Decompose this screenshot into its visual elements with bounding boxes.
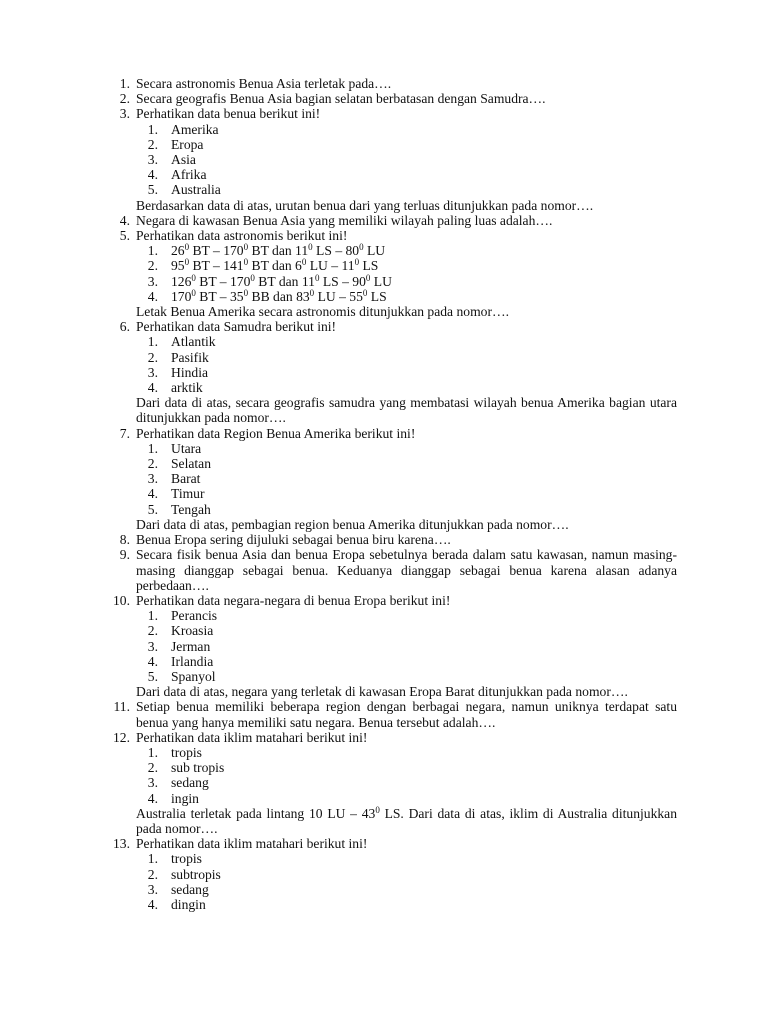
option-number: 5. bbox=[147, 668, 158, 684]
question-number: 7. bbox=[119, 425, 130, 441]
option-item bbox=[136, 167, 677, 182]
option-number: 2. bbox=[147, 136, 158, 152]
option-number: 3. bbox=[147, 364, 158, 380]
question-item bbox=[0, 91, 677, 106]
option-text: ingin bbox=[171, 790, 199, 806]
option-text: Afrika bbox=[171, 167, 207, 183]
option-text: $126^0$ BT – $170^0$ BT dan $11^0$ LS – $90^0$ LU bbox=[171, 272, 392, 289]
option-list bbox=[136, 122, 677, 198]
question-number: 12. bbox=[113, 729, 130, 745]
option-number: 1. bbox=[147, 851, 158, 867]
question-number: 11. bbox=[113, 699, 130, 715]
option-text: tropis bbox=[171, 851, 202, 867]
option-text: Irlandia bbox=[171, 653, 214, 669]
question-sheet bbox=[0, 76, 768, 912]
question-number: 1. bbox=[119, 76, 130, 91]
option-number: 1. bbox=[147, 121, 158, 137]
option-text: Australia bbox=[171, 182, 221, 198]
option-item bbox=[136, 502, 677, 517]
option-number: 3. bbox=[147, 471, 158, 487]
option-item bbox=[136, 791, 677, 806]
option-number: 3. bbox=[147, 881, 158, 897]
option-number: 5. bbox=[147, 182, 158, 198]
question-text: Perhatikan data Samudra berikut ini! bbox=[136, 319, 337, 335]
option-text: Amerika bbox=[171, 121, 219, 137]
option-text: dingin bbox=[171, 896, 206, 912]
option-item bbox=[136, 258, 677, 273]
question-number: 13. bbox=[113, 836, 130, 852]
option-number: 4. bbox=[147, 288, 158, 304]
option-number: 4. bbox=[147, 653, 158, 669]
question-item bbox=[0, 213, 677, 228]
option-number: 3. bbox=[147, 152, 158, 168]
question-number: 5. bbox=[119, 228, 130, 244]
question-text: Secara astronomis Benua Asia terletak pada…. bbox=[136, 76, 392, 91]
question-item bbox=[0, 593, 677, 699]
option-item bbox=[136, 897, 677, 912]
option-item bbox=[136, 623, 677, 638]
option-item bbox=[136, 350, 677, 365]
option-number: 4. bbox=[147, 380, 158, 396]
question-item bbox=[0, 76, 677, 91]
option-number: 3. bbox=[147, 273, 158, 289]
option-text: Barat bbox=[171, 471, 201, 487]
question-number: 10. bbox=[113, 592, 130, 608]
option-text: sedang bbox=[171, 775, 209, 791]
question-number: 9. bbox=[119, 547, 130, 563]
option-text: $95^0$ BT – $141^0$ BT dan $6^0$ LU – $11^0$ LS bbox=[171, 257, 379, 274]
option-item bbox=[136, 471, 677, 486]
option-list bbox=[136, 745, 677, 806]
option-text: sub tropis bbox=[171, 760, 225, 776]
question-prompt: Letak Benua Amerika secara astronomis ditunjukkan pada nomor…. bbox=[136, 304, 509, 320]
option-text: arktik bbox=[171, 380, 203, 396]
option-text: Timur bbox=[171, 486, 205, 502]
question-prompt: Dari data di atas, negara yang terletak di kawasan Eropa Barat ditunjukkan pada nomor…. bbox=[136, 684, 628, 700]
question-number: 6. bbox=[119, 319, 130, 335]
question-item bbox=[0, 106, 677, 212]
option-number: 1. bbox=[147, 440, 158, 456]
option-item bbox=[136, 274, 677, 289]
option-number: 1. bbox=[147, 744, 158, 760]
question-prompt: Dari data di atas, secara geografis samudra yang membatasi wilayah benua Amerika bagian utara ditunjukkan pada nomor…. bbox=[136, 395, 677, 426]
question-text: Perhatikan data iklim matahari berikut ini! bbox=[136, 729, 368, 745]
option-text: Utara bbox=[171, 440, 202, 456]
question-prompt: Dari data di atas, pembagian region benua Amerika ditunjukkan pada nomor…. bbox=[136, 516, 569, 532]
option-number: 1. bbox=[147, 243, 158, 259]
question-item bbox=[0, 547, 677, 593]
option-text: Hindia bbox=[171, 364, 208, 380]
option-text: $170^0$ BT – $35^0$ BB dan $83^0$ LU – $55^0$ LS bbox=[171, 287, 387, 304]
option-number: 2. bbox=[147, 866, 158, 882]
question-item bbox=[0, 699, 677, 729]
option-item bbox=[136, 182, 677, 197]
option-item bbox=[136, 867, 677, 882]
option-number: 4. bbox=[147, 896, 158, 912]
option-list bbox=[136, 441, 677, 517]
question-number: 4. bbox=[119, 212, 130, 228]
option-item bbox=[136, 289, 677, 304]
question-text: Negara di kawasan Benua Asia yang memiliki wilayah paling luas adalah…. bbox=[136, 212, 553, 228]
option-number: 1. bbox=[147, 608, 158, 624]
option-number: 5. bbox=[147, 501, 158, 517]
option-item bbox=[136, 441, 677, 456]
option-list bbox=[136, 851, 677, 912]
option-number: 4. bbox=[147, 167, 158, 183]
question-text: Setiap benua memiliki beberapa region dengan berbagai negara, namun uniknya terdapat satu benua yang hanya memiliki satu negara. Benua tersebut adalah…. bbox=[136, 699, 677, 730]
option-list bbox=[136, 243, 677, 304]
question-item bbox=[0, 532, 677, 547]
question-text: Secara geografis Benua Asia bagian selatan berbatasan dengan Samudra…. bbox=[136, 91, 546, 107]
question-number: 8. bbox=[119, 532, 130, 548]
question-prompt: Australia terletak pada lintang 10 LU – $43^0$ LS. Dari data di atas, iklim di Australia ditunjukkan pada nomor…. bbox=[136, 804, 677, 836]
option-item bbox=[136, 365, 677, 380]
option-item bbox=[136, 669, 677, 684]
question-text: Perhatikan data Region Benua Amerika berikut ini! bbox=[136, 425, 416, 441]
option-text: Perancis bbox=[171, 608, 218, 624]
option-item bbox=[136, 152, 677, 167]
option-item bbox=[136, 639, 677, 654]
option-number: 2. bbox=[147, 456, 158, 472]
question-item bbox=[0, 426, 677, 532]
option-item bbox=[136, 745, 677, 760]
option-item bbox=[136, 243, 677, 258]
option-item bbox=[136, 775, 677, 790]
option-number: 2. bbox=[147, 623, 158, 639]
question-text: Perhatikan data astronomis berikut ini! bbox=[136, 228, 348, 244]
option-item bbox=[136, 882, 677, 897]
option-item bbox=[136, 137, 677, 152]
question-item bbox=[0, 836, 677, 912]
option-item bbox=[136, 334, 677, 349]
option-text: sedang bbox=[171, 881, 209, 897]
option-text: Kroasia bbox=[171, 623, 214, 639]
option-list bbox=[136, 608, 677, 684]
option-text: $26^0$ BT – $170^0$ BT dan $11^0$ LS – $80^0$ LU bbox=[171, 242, 386, 259]
question-text: Secara fisik benua Asia dan benua Eropa sebetulnya berada dalam satu kawasan, namun masing-masing dianggap sebagai benua. Keduanya dianggap sebagai benua karena alasan adanya perbedaan…. bbox=[136, 547, 677, 593]
question-number: 3. bbox=[119, 106, 130, 122]
question-item bbox=[0, 730, 677, 836]
option-item bbox=[136, 760, 677, 775]
option-number: 2. bbox=[147, 349, 158, 365]
option-text: Jerman bbox=[171, 638, 211, 654]
option-item bbox=[136, 608, 677, 623]
question-prompt: Berdasarkan data di atas, urutan benua dari yang terluas ditunjukkan pada nomor…. bbox=[136, 197, 594, 213]
option-text: Atlantik bbox=[171, 334, 216, 350]
option-item bbox=[136, 122, 677, 137]
option-item bbox=[136, 456, 677, 471]
option-number: 3. bbox=[147, 638, 158, 654]
option-text: subtropis bbox=[171, 866, 221, 882]
option-number: 4. bbox=[147, 790, 158, 806]
question-text: Perhatikan data negara-negara di benua Eropa berikut ini! bbox=[136, 592, 451, 608]
question-item bbox=[0, 228, 677, 319]
option-list bbox=[136, 334, 677, 395]
option-text: Eropa bbox=[171, 136, 204, 152]
option-text: Pasifik bbox=[171, 349, 209, 365]
option-item bbox=[136, 851, 677, 866]
option-text: Asia bbox=[171, 152, 196, 168]
question-text: Perhatikan data iklim matahari berikut ini! bbox=[136, 836, 368, 852]
question-item bbox=[0, 319, 677, 425]
option-text: Tengah bbox=[171, 501, 211, 517]
option-number: 4. bbox=[147, 486, 158, 502]
option-number: 2. bbox=[147, 258, 158, 274]
option-number: 3. bbox=[147, 775, 158, 791]
option-item bbox=[136, 654, 677, 669]
option-text: Selatan bbox=[171, 456, 212, 472]
question-text: Benua Eropa sering dijuluki sebagai benua biru karena…. bbox=[136, 532, 451, 548]
question-text: Perhatikan data benua berikut ini! bbox=[136, 106, 321, 122]
option-number: 1. bbox=[147, 334, 158, 350]
option-item bbox=[136, 380, 677, 395]
option-item bbox=[136, 486, 677, 501]
option-text: tropis bbox=[171, 744, 202, 760]
option-number: 2. bbox=[147, 760, 158, 776]
question-number: 2. bbox=[119, 91, 130, 107]
option-text: Spanyol bbox=[171, 668, 216, 684]
